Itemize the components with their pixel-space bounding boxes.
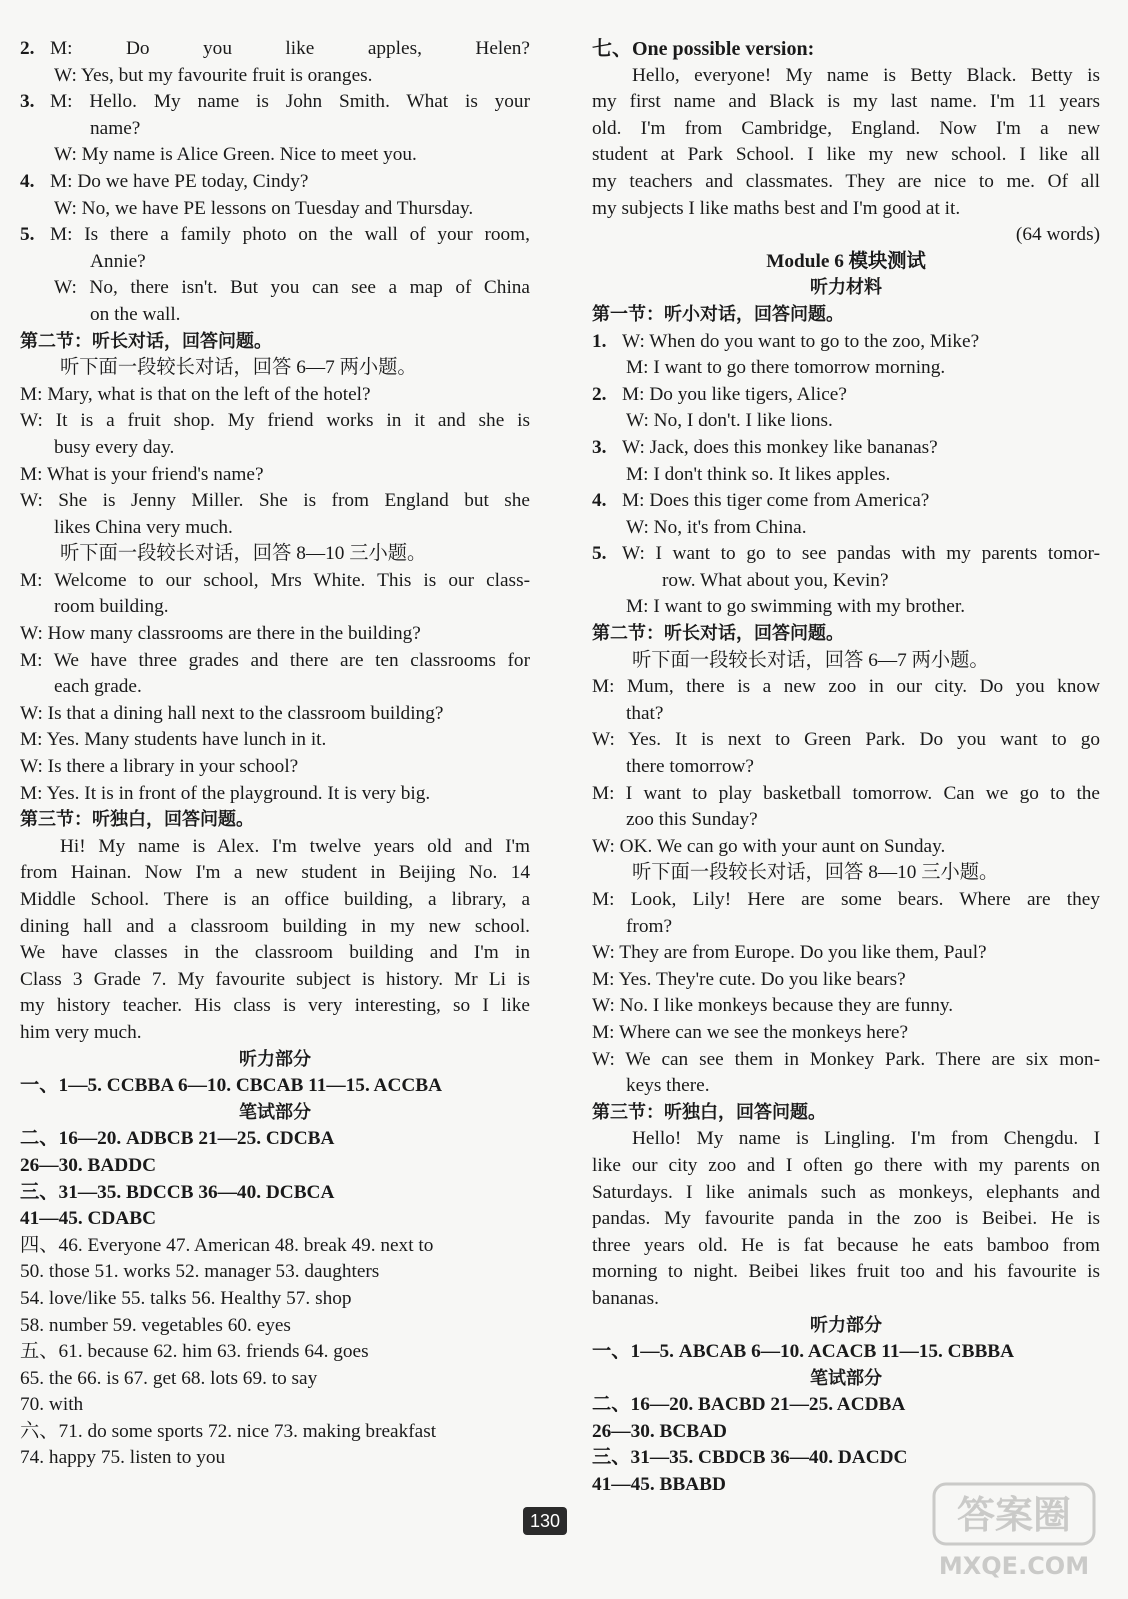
- line-text: 笔试部分: [810, 1367, 882, 1389]
- text-line: [20, 568, 530, 595]
- line-text: M: Do you like tigers, Alice?: [622, 383, 847, 405]
- text-line: [20, 621, 530, 648]
- text-line: [20, 63, 530, 90]
- text-line: [592, 594, 1100, 621]
- line-text: M: Does this tiger come from America?: [622, 490, 930, 512]
- text-line: [20, 594, 530, 621]
- line-text: 听力材料: [810, 277, 882, 299]
- text-line: [20, 807, 530, 834]
- text-line: [592, 382, 1100, 409]
- text-line: [592, 1313, 1100, 1340]
- line-text: 第二节：听长对话，回答问题。: [592, 623, 844, 645]
- text-line: [592, 1073, 1100, 1100]
- line-text: 七、One possible version:: [592, 38, 815, 60]
- text-line: [592, 515, 1100, 542]
- line-text: M: I want to go there tomorrow morning.: [626, 357, 946, 379]
- text-line: [20, 435, 530, 462]
- line-text: on the wall.: [90, 303, 181, 325]
- line-text: 三、31—35. BDCCB 36—40. DCBCA: [20, 1181, 335, 1203]
- line-text: M: Do you like apples, Helen?: [50, 38, 530, 59]
- line-text: 听下面一段较长对话，回答 6—7 两小题。: [60, 357, 417, 379]
- line-text: W: How many classrooms are there in the building?: [20, 623, 421, 645]
- text-line: [592, 1206, 1100, 1233]
- line-text: 一、1—5. ABCAB 6—10. ACACB 11—15. CBBBA: [592, 1341, 1015, 1363]
- line-text: Middle School. There is an office building, a library, a: [20, 889, 530, 910]
- text-line: [20, 462, 530, 489]
- line-text: W: Yes. It is next to Green Park. Do you want to go: [592, 729, 1100, 751]
- text-line: [592, 1126, 1100, 1153]
- page-number: 130: [523, 1507, 567, 1535]
- item-number: 2.: [592, 383, 607, 405]
- text-line: [592, 1100, 1100, 1127]
- text-line: [592, 408, 1100, 435]
- line-text: 41—45. CDABC: [20, 1208, 157, 1230]
- line-text: W: They are from Europe. Do you like them, Paul?: [592, 942, 987, 964]
- text-line: [20, 408, 530, 435]
- text-line: [20, 1286, 530, 1313]
- line-text: 26—30. BCBAD: [592, 1420, 727, 1442]
- line-text: that?: [626, 702, 664, 724]
- text-line: [592, 754, 1100, 781]
- text-line: [20, 781, 530, 808]
- line-text: W: I want to go to see pandas with my parents tomor-: [622, 543, 1100, 565]
- text-line: [20, 1392, 530, 1419]
- text-line: [592, 1392, 1100, 1419]
- item-number: 3.: [592, 436, 607, 458]
- line-text: M: Do we have PE today, Cindy?: [50, 170, 309, 192]
- line-text: 50. those 51. works 52. manager 53. daughters: [20, 1261, 380, 1283]
- text-line: [592, 1233, 1100, 1260]
- line-text: W: My name is Alice Green. Nice to meet you.: [54, 144, 417, 166]
- text-line: [592, 914, 1100, 941]
- text-line: [592, 142, 1100, 169]
- item-number: 4.: [592, 490, 607, 512]
- text-line: [20, 222, 530, 249]
- line-text: 58. number 59. vegetables 60. eyes: [20, 1314, 291, 1336]
- line-text: 70. with: [20, 1394, 84, 1416]
- text-line: [592, 1339, 1100, 1366]
- text-line: [592, 1445, 1100, 1472]
- text-line: [592, 967, 1100, 994]
- text-line: [20, 515, 530, 542]
- line-text: M: Yes. It is in front of the playground. It is very big.: [20, 782, 431, 804]
- text-line: [20, 1020, 530, 1047]
- item-number: 5.: [20, 224, 35, 246]
- text-line: [592, 116, 1100, 143]
- text-line: [20, 754, 530, 781]
- item-number: 1.: [592, 330, 607, 352]
- text-line: [20, 169, 530, 196]
- line-text: W: No, I don't. I like lions.: [626, 410, 833, 432]
- text-line: [592, 887, 1100, 914]
- text-line: [20, 887, 530, 914]
- line-text: M: Mum, there is a new zoo in our city. Do you know: [592, 676, 1100, 698]
- line-text: W: Yes, but my favourite fruit is oranges.: [54, 64, 373, 86]
- text-line: [592, 727, 1100, 754]
- line-text: likes China very much.: [54, 516, 233, 538]
- line-text: M: Yes. Many students have lunch in it.: [20, 729, 327, 751]
- text-line: [20, 1100, 530, 1127]
- text-line: [20, 1047, 530, 1074]
- line-text: room building.: [54, 596, 169, 618]
- text-line: [592, 834, 1100, 861]
- text-line: [20, 302, 530, 329]
- text-line: [20, 914, 530, 941]
- text-line: [592, 329, 1100, 356]
- line-text: W: No. I like monkeys because they are funny.: [592, 995, 954, 1017]
- line-text: 二、16—20. ADBCB 21—25. CDCBA: [20, 1128, 335, 1150]
- line-text: 听力部分: [810, 1314, 882, 1336]
- line-text: three years old. He is fat because he eats bamboo from: [592, 1234, 1100, 1256]
- right-column: [592, 36, 1100, 1499]
- item-number: 5.: [592, 543, 607, 565]
- item-number: 4.: [20, 170, 35, 192]
- text-line: [20, 488, 530, 515]
- line-text: 六、71. do some sports 72. nice 73. making breakfast: [20, 1420, 437, 1442]
- line-text: W: Is that a dining hall next to the classroom building?: [20, 702, 444, 724]
- line-text: 听下面一段较长对话，回答 8—10 三小题。: [632, 862, 999, 884]
- text-line: [592, 541, 1100, 568]
- line-text: 五、61. because 62. him 63. friends 64. goes: [20, 1341, 369, 1363]
- line-text: M: I don't think so. It likes apples.: [626, 463, 891, 485]
- text-line: [592, 462, 1100, 489]
- line-text: my history teacher. His class is very interesting, so I like: [20, 995, 530, 1017]
- item-number: 2.: [20, 38, 35, 59]
- text-line: [20, 275, 530, 302]
- text-line: [592, 169, 1100, 196]
- text-line: [20, 1366, 530, 1393]
- text-line: [592, 355, 1100, 382]
- text-line: [592, 1419, 1100, 1446]
- line-text: We have classes in the classroom building and I'm in: [20, 942, 530, 964]
- line-text: there tomorrow?: [626, 756, 754, 778]
- line-text: W: OK. We can go with your aunt on Sunday.: [592, 835, 946, 857]
- line-text: W: No, it's from China.: [626, 516, 807, 538]
- line-text: 第二节：听长对话，回答问题。: [20, 330, 272, 352]
- watermark-logo: [928, 1478, 1100, 1584]
- line-text: Class 3 Grade 7. My favourite subject is history. Mr Li is: [20, 968, 530, 990]
- line-text: from?: [626, 915, 673, 937]
- line-text: like our city zoo and I often go there with my parents on: [592, 1154, 1100, 1176]
- text-line: [20, 1126, 530, 1153]
- line-text: 听下面一段较长对话，回答 8—10 三小题。: [60, 543, 427, 565]
- line-text: W: No, there isn't. But you can see a map of China: [54, 277, 530, 299]
- text-line: [20, 674, 530, 701]
- text-line: [20, 727, 530, 754]
- text-line: [592, 1047, 1100, 1074]
- line-text: 26—30. BADDC: [20, 1154, 157, 1176]
- line-text: M: Mary, what is that on the left of the hotel?: [20, 383, 371, 405]
- text-line: [592, 621, 1100, 648]
- line-text: from Hainan. Now I'm a new student in Beijing No. 14: [20, 862, 530, 884]
- text-line: [592, 222, 1100, 249]
- text-line: [20, 36, 530, 63]
- text-line: [20, 834, 530, 861]
- text-line: [20, 1180, 530, 1207]
- text-line: [592, 860, 1100, 887]
- line-text: 第一节：听小对话，回答问题。: [592, 303, 844, 325]
- text-line: [20, 1419, 530, 1446]
- left-column: [20, 36, 530, 1472]
- line-text: M: Hello. My name is John Smith. What is your: [50, 91, 530, 113]
- line-text: 65. the 66. is 67. get 68. lots 69. to say: [20, 1367, 318, 1389]
- text-line: [20, 1339, 530, 1366]
- line-text: Saturdays. I like animals such as monkeys, elephants and: [592, 1181, 1100, 1203]
- text-line: [592, 568, 1100, 595]
- text-line: [592, 63, 1100, 90]
- text-line: [592, 1286, 1100, 1313]
- line-text: Hello, everyone! My name is Betty Black. Betty is: [632, 64, 1100, 86]
- line-text: keys there.: [626, 1075, 710, 1097]
- text-line: [20, 329, 530, 356]
- text-line: [20, 940, 530, 967]
- text-line: [20, 701, 530, 728]
- line-text: him very much.: [20, 1021, 142, 1043]
- line-text: my subjects I like maths best and I'm good at it.: [592, 197, 961, 219]
- text-line: [592, 36, 1100, 63]
- text-line: [592, 1366, 1100, 1393]
- line-text: (64 words): [1015, 224, 1100, 246]
- line-text: row. What about you, Kevin?: [662, 569, 889, 591]
- line-text: M: Look, Lily! Here are some bears. Where are they: [592, 889, 1100, 910]
- text-line: [592, 435, 1100, 462]
- text-line: [20, 249, 530, 276]
- line-text: bananas.: [592, 1287, 659, 1309]
- line-text: Module 6 模块测试: [766, 250, 926, 272]
- line-text: W: Jack, does this monkey like bananas?: [622, 436, 938, 458]
- line-text: 一、1—5. CCBBA 6—10. CBCAB 11—15. ACCBA: [20, 1075, 443, 1097]
- line-text: 听下面一段较长对话，回答 6—7 两小题。: [632, 649, 989, 671]
- text-line: [592, 940, 1100, 967]
- line-text: W: No, we have PE lessons on Tuesday and Thursday.: [54, 197, 474, 219]
- text-line: [592, 196, 1100, 223]
- text-line: [592, 1020, 1100, 1047]
- line-text: W: She is Jenny Miller. She is from England but she: [20, 490, 530, 512]
- line-text: M: What is your friend's name?: [20, 463, 264, 485]
- line-text: Hi! My name is Alex. I'm twelve years old and I'm: [60, 835, 530, 857]
- line-text: name?: [90, 117, 141, 139]
- text-line: [592, 1259, 1100, 1286]
- line-text: each grade.: [54, 676, 142, 698]
- watermark-bottom-text: MXQE.COM: [938, 1552, 1090, 1580]
- text-line: [592, 648, 1100, 675]
- line-text: W: When do you want to go to the zoo, Mike?: [622, 330, 980, 352]
- line-text: 三、31—35. CBDCB 36—40. DACDC: [592, 1447, 908, 1469]
- text-line: [20, 1233, 530, 1260]
- line-text: old. I'm from Cambridge, England. Now I'm a new: [592, 117, 1100, 139]
- text-line: [592, 993, 1100, 1020]
- line-text: Hello! My name is Lingling. I'm from Chengdu. I: [632, 1128, 1100, 1150]
- text-line: [20, 860, 530, 887]
- line-text: M: Where can we see the monkeys here?: [592, 1021, 909, 1043]
- line-text: morning to night. Beibei likes fruit too and his favourite is: [592, 1261, 1100, 1283]
- text-line: [592, 488, 1100, 515]
- line-text: 听力部分: [239, 1048, 311, 1070]
- text-line: [20, 196, 530, 223]
- text-line: [20, 1313, 530, 1340]
- text-line: [592, 674, 1100, 701]
- line-text: dining hall and a classroom building in my new school.: [20, 915, 530, 937]
- line-text: student at Park School. I like my new school. I like all: [592, 144, 1100, 166]
- text-line: [592, 701, 1100, 728]
- text-line: [20, 355, 530, 382]
- line-text: 四、46. Everyone 47. American 48. break 49. next to: [20, 1234, 434, 1256]
- line-text: my teachers and classmates. They are nice to me. Of all: [592, 170, 1100, 192]
- line-text: M: I want to go swimming with my brother.: [626, 596, 966, 618]
- text-line: [20, 1259, 530, 1286]
- line-text: W: We can see them in Monkey Park. There are six mon-: [592, 1048, 1100, 1070]
- text-line: [20, 142, 530, 169]
- text-line: [592, 302, 1100, 329]
- text-line: [20, 1445, 530, 1472]
- text-line: [20, 1206, 530, 1233]
- text-line: [20, 1153, 530, 1180]
- line-text: Annie?: [90, 250, 146, 272]
- text-line: [592, 781, 1100, 808]
- line-text: 二、16—20. BACBD 21—25. ACDBA: [592, 1394, 906, 1416]
- watermark-top-text: 答案圈: [956, 1493, 1072, 1537]
- text-line: [20, 967, 530, 994]
- text-line: [592, 275, 1100, 302]
- text-line: [592, 1180, 1100, 1207]
- text-line: [20, 89, 530, 116]
- text-line: [592, 807, 1100, 834]
- line-text: W: It is a fruit shop. My friend works in it and she is: [20, 410, 530, 432]
- text-line: [20, 541, 530, 568]
- text-line: [20, 648, 530, 675]
- text-line: [592, 249, 1100, 276]
- line-text: 74. happy 75. listen to you: [20, 1447, 226, 1469]
- line-text: my first name and Black is my last name. I'm 11 years: [592, 91, 1100, 113]
- text-line: [592, 89, 1100, 116]
- text-line: [592, 1153, 1100, 1180]
- line-text: M: I want to play basketball tomorrow. Can we go to the: [592, 782, 1100, 804]
- line-text: M: We have three grades and there are ten classrooms for: [20, 649, 530, 671]
- line-text: 笔试部分: [239, 1101, 311, 1123]
- line-text: M: Yes. They're cute. Do you like bears?: [592, 968, 906, 990]
- text-line: [20, 993, 530, 1020]
- line-text: 41—45. BBABD: [592, 1474, 726, 1496]
- line-text: M: Welcome to our school, Mrs White. This is our class-: [20, 569, 530, 591]
- text-line: [20, 116, 530, 143]
- line-text: W: Is there a library in your school?: [20, 756, 299, 778]
- item-number: 3.: [20, 91, 35, 113]
- line-text: busy every day.: [54, 436, 175, 458]
- line-text: pandas. My favourite panda in the zoo is Beibei. He is: [592, 1208, 1100, 1230]
- text-line: [20, 1073, 530, 1100]
- line-text: zoo this Sunday?: [626, 809, 758, 831]
- line-text: 54. love/like 55. talks 56. Healthy 57. shop: [20, 1287, 352, 1309]
- text-line: [20, 382, 530, 409]
- line-text: 第三节：听独白，回答问题。: [20, 809, 254, 831]
- line-text: 第三节：听独白，回答问题。: [592, 1101, 826, 1123]
- line-text: M: Is there a family photo on the wall of your room,: [50, 224, 530, 246]
